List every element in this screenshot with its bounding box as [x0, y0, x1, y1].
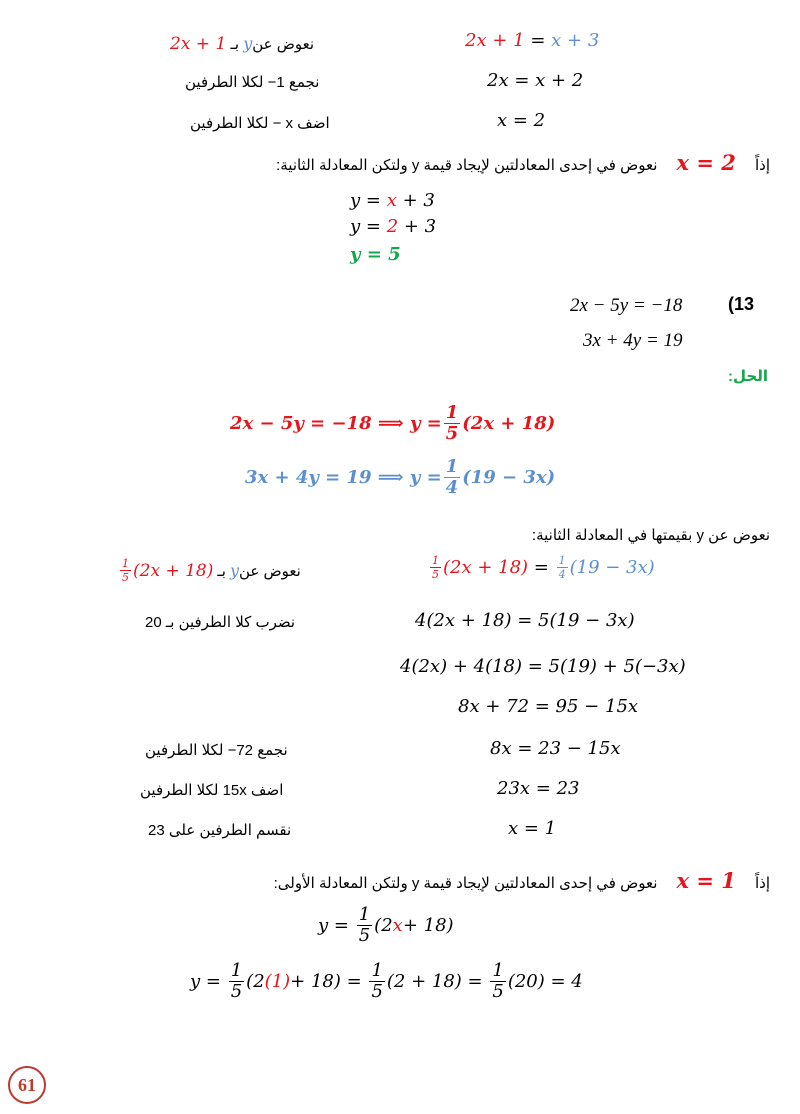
num: 1 [492, 960, 504, 981]
den: 5 [358, 925, 371, 946]
conclusion-2 [274, 868, 770, 893]
y-line-2: y = 2 + 3 [350, 216, 437, 237]
num: 1 [558, 554, 566, 567]
equation-distribute: 4(2x) + 4(18) = 5(19) + 5(−3x) [400, 656, 686, 677]
equation-subtract-72: 8x = 23 − 15x [490, 738, 621, 759]
mid: (2 + 18) = [386, 971, 483, 992]
substitute-instruction: نعوض عن y بقيمتها في المعادلة الثانية: [531, 527, 770, 544]
y-line-1: y = x + 3 [350, 190, 435, 211]
den: 4 [445, 477, 459, 498]
eq-right: x + 3 [551, 30, 600, 51]
expr-right: (19 − 3x) [569, 557, 655, 578]
equation-line-2: 2x = x + 2 [487, 70, 584, 91]
by-text: بـ [230, 36, 240, 53]
equation-x-1: x = 1 [508, 818, 557, 839]
x-value-1: x = 1 [676, 868, 736, 893]
x-value-2: x = 2 [676, 150, 736, 175]
den: 5 [230, 981, 243, 1002]
by-text: بـ [217, 562, 226, 580]
problem-number: (13 [728, 294, 755, 314]
conclusion-1 [276, 150, 770, 175]
equation-line-3: x = 2 [497, 110, 546, 131]
open: (2 [246, 971, 265, 992]
step-divide-23: نقسم الطرفين على 23 [148, 822, 292, 839]
close: + 18) [402, 915, 454, 936]
fraction-1-5 [444, 404, 461, 443]
iso2-rest: (19 − 3x) [462, 467, 556, 488]
close: + 18) = [290, 971, 362, 992]
eq-left: 2x + 1 [465, 30, 525, 51]
num: 1 [432, 554, 439, 567]
step-text: نعوض عن [252, 36, 315, 53]
den: 5 [122, 571, 129, 584]
step-substitute-y [170, 34, 314, 54]
step-text: نعوض عن [238, 562, 301, 580]
step-add-minus-72: نجمع 72− لكلا الطرفين [145, 742, 288, 759]
num: 1 [445, 456, 459, 477]
num: 1 [358, 904, 371, 925]
expr-left: (2x + 18) [443, 557, 529, 578]
num: 1 [230, 960, 243, 981]
iso2-left: 3x + 4y = 19 ⟹ y = [245, 467, 442, 488]
conclusion-prefix: إذاً [754, 157, 770, 174]
end: (20) = 4 [507, 971, 583, 992]
y-formula [318, 906, 454, 945]
one-red: (1) [264, 971, 291, 992]
page-number: 61 [8, 1066, 46, 1104]
system-eq-2: 3x + 4y = 19 [583, 330, 683, 351]
conclusion-prefix: إذاً [754, 875, 770, 892]
num: 1 [371, 960, 383, 981]
equation-multiply: 4(2x + 18) = 5(19 − 3x) [415, 610, 635, 631]
system-eq-1: 2x − 5y = −18 [570, 295, 683, 316]
equation-simplified: 8x + 72 = 95 − 15x [458, 696, 639, 717]
num: 1 [122, 557, 129, 570]
isolate-y-2 [245, 458, 555, 497]
step-add-minus-x: اضف x − لكلا الطرفين [190, 115, 330, 132]
den: 5 [432, 568, 439, 581]
open: (2 [374, 915, 393, 936]
expr: (2x + 18) [133, 560, 214, 581]
step-substitute-y-2 [118, 558, 301, 583]
substitution-equation: $\frac{1}{5}$ (2x + 18) = $\frac{1}{4}$ (19 − 3x) [432, 554, 655, 581]
step-add-15x: اضف 15x لكلا الطرفين [140, 782, 284, 799]
y-result-5: y = 5 [350, 244, 401, 265]
equation-23x: 23x = 23 [497, 778, 580, 799]
den: 5 [445, 423, 459, 444]
step-add-minus-one: نجمع 1− لكلا الطرفين [185, 74, 320, 91]
den: 5 [492, 981, 504, 1002]
den: 5 [371, 981, 383, 1002]
num: 1 [445, 402, 459, 423]
lhs: y = [318, 915, 349, 936]
iso1-rest: (2x + 18) [462, 413, 556, 434]
den: 4 [558, 568, 566, 581]
isolate-y-1 [230, 404, 555, 443]
fraction-1-4 [444, 458, 461, 497]
iso1-left: 2x − 5y = −18 ⟹ y = [230, 413, 442, 434]
conclusion-text: نعوض في إحدى المعادلتين لإيجاد قيمة y ولتكن المعادلة الأولى: [273, 875, 658, 892]
step-multiply-20: نضرب كلا الطرفين بـ 20 [145, 614, 296, 631]
solution-label: الحل: [728, 368, 768, 385]
x-red: x [392, 915, 403, 936]
y-evaluation [190, 962, 583, 1001]
var-y: y [229, 561, 239, 580]
expr: 2x + 1 [170, 34, 227, 54]
equation-line-1: 2x + 1 = x + 3 [465, 30, 600, 51]
conclusion-text: نعوض في إحدى المعادلتين لإيجاد قيمة y ولتكن المعادلة الثانية: [276, 157, 658, 174]
lhs: y = [190, 971, 221, 992]
var-y: y [243, 34, 253, 53]
